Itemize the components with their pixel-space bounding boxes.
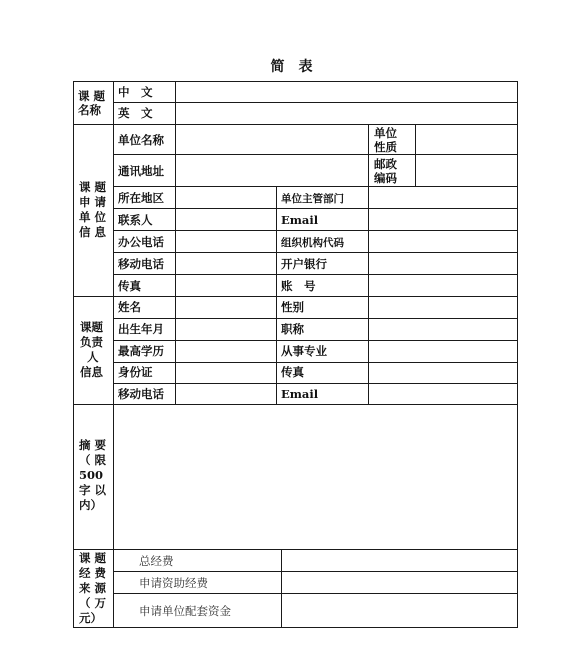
applicant-label-line-3: 单 位 bbox=[79, 210, 107, 224]
matching-funds-field[interactable] bbox=[283, 594, 517, 627]
leader-mobile-field[interactable] bbox=[177, 384, 276, 404]
total-funding-field[interactable] bbox=[283, 550, 517, 571]
total-funding-label: 总经费 bbox=[139, 554, 174, 568]
unit-fax-field[interactable] bbox=[177, 275, 276, 296]
supervising-dept-field[interactable] bbox=[370, 187, 517, 208]
abstract-label-line-5: 内） bbox=[79, 498, 102, 512]
page-title: 简 表 bbox=[270, 59, 313, 75]
supervising-dept-label: 单位主管部门 bbox=[281, 193, 344, 205]
abstract-label-line-1: 摘 要 bbox=[79, 438, 107, 452]
english-title-field[interactable] bbox=[177, 103, 517, 124]
postal-code-field[interactable] bbox=[417, 155, 517, 186]
birth-label: 出生年月 bbox=[118, 322, 164, 336]
col-divider bbox=[276, 186, 277, 404]
account-label: 账 号 bbox=[281, 279, 316, 293]
unit-mobile-label: 移动电话 bbox=[118, 257, 164, 271]
gender-field[interactable] bbox=[370, 297, 517, 318]
requested-funding-field[interactable] bbox=[283, 572, 517, 593]
postal-code-label-line-1: 邮政 bbox=[374, 157, 397, 171]
unit-nature-label-line-1: 单位 bbox=[374, 126, 397, 140]
leader-label-line-1: 课题 bbox=[80, 320, 103, 334]
professional-title-label: 职称 bbox=[281, 322, 304, 336]
funding-label-line-1: 课 题 bbox=[79, 551, 107, 565]
region-label: 所在地区 bbox=[118, 191, 164, 205]
mailing-address-label: 通讯地址 bbox=[118, 164, 164, 178]
abstract-field[interactable] bbox=[115, 405, 517, 549]
professional-title-field[interactable] bbox=[370, 319, 517, 340]
leader-fax-field[interactable] bbox=[370, 363, 517, 383]
col-divider bbox=[368, 124, 369, 186]
unit-nature-field[interactable] bbox=[417, 125, 517, 154]
funding-label-line-4: （ 万 bbox=[79, 596, 107, 610]
chinese-title-label: 中 文 bbox=[118, 85, 153, 99]
contact-field[interactable] bbox=[177, 209, 276, 230]
unit-name-label: 单位名称 bbox=[118, 133, 164, 147]
account-field[interactable] bbox=[370, 275, 517, 296]
leader-fax-label: 传真 bbox=[281, 365, 304, 379]
label-divider bbox=[175, 81, 176, 404]
applicant-label-line-4: 信 息 bbox=[79, 225, 107, 239]
education-field[interactable] bbox=[177, 341, 276, 362]
abstract-label-line-4: 字 以 bbox=[79, 483, 107, 497]
leader-label-line-3: 人 bbox=[87, 350, 99, 364]
leader-name-field[interactable] bbox=[177, 297, 276, 318]
col-divider bbox=[281, 549, 282, 628]
abstract-label-line-3: 500 bbox=[79, 468, 104, 482]
unit-email-label: Email bbox=[281, 213, 319, 227]
leader-label-line-2: 负责 bbox=[80, 335, 103, 349]
unit-nature-label-line-2: 性质 bbox=[374, 140, 397, 154]
id-card-label: 身份证 bbox=[118, 365, 153, 379]
group-divider bbox=[113, 81, 114, 628]
table-border-left bbox=[73, 81, 74, 628]
unit-fax-label: 传真 bbox=[118, 279, 141, 293]
project-title-label-line-1: 课 题 bbox=[78, 89, 106, 103]
unit-name-field[interactable] bbox=[177, 125, 367, 154]
postal-code-label-line-2: 编码 bbox=[374, 171, 397, 185]
specialty-field[interactable] bbox=[370, 341, 517, 362]
region-field[interactable] bbox=[177, 187, 276, 208]
requested-funding-label: 申请资助经费 bbox=[139, 576, 208, 590]
unit-mobile-field[interactable] bbox=[177, 253, 276, 274]
english-title-label: 英 文 bbox=[118, 106, 153, 120]
matching-funds-label: 申请单位配套资金 bbox=[139, 604, 231, 618]
contact-label: 联系人 bbox=[118, 213, 153, 227]
funding-label-line-5: 元） bbox=[79, 611, 102, 625]
funding-label-line-2: 经 费 bbox=[79, 566, 107, 580]
leader-email-field[interactable] bbox=[370, 384, 517, 404]
leader-email-label: Email bbox=[281, 387, 319, 401]
chinese-title-field[interactable] bbox=[177, 82, 517, 102]
applicant-label-line-1: 课 题 bbox=[79, 180, 107, 194]
office-phone-field[interactable] bbox=[177, 231, 276, 252]
col-divider bbox=[368, 186, 369, 404]
project-title-label-line-2: 名称 bbox=[78, 103, 101, 117]
col-divider bbox=[415, 124, 416, 186]
education-label: 最高学历 bbox=[118, 344, 164, 358]
leader-label-line-4: 信息 bbox=[80, 365, 103, 379]
table-border-bottom bbox=[73, 627, 518, 628]
applicant-label-line-2: 申 请 bbox=[79, 195, 107, 209]
specialty-label: 从事专业 bbox=[281, 344, 327, 358]
abstract-label-line-2: （ 限 bbox=[79, 453, 107, 467]
leader-mobile-label: 移动电话 bbox=[118, 387, 164, 401]
funding-label-line-3: 来 源 bbox=[79, 581, 107, 595]
bank-field[interactable] bbox=[370, 253, 517, 274]
birth-field[interactable] bbox=[177, 319, 276, 340]
org-code-field[interactable] bbox=[370, 231, 517, 252]
id-card-field[interactable] bbox=[177, 363, 276, 383]
office-phone-label: 办公电话 bbox=[118, 235, 164, 249]
org-code-label: 组织机构代码 bbox=[281, 237, 344, 249]
table-border-right bbox=[517, 81, 518, 628]
gender-label: 性别 bbox=[281, 300, 304, 314]
leader-name-label: 姓名 bbox=[118, 300, 141, 314]
mailing-address-field[interactable] bbox=[177, 155, 367, 186]
unit-email-field[interactable] bbox=[370, 209, 517, 230]
bank-label: 开户银行 bbox=[281, 257, 327, 271]
